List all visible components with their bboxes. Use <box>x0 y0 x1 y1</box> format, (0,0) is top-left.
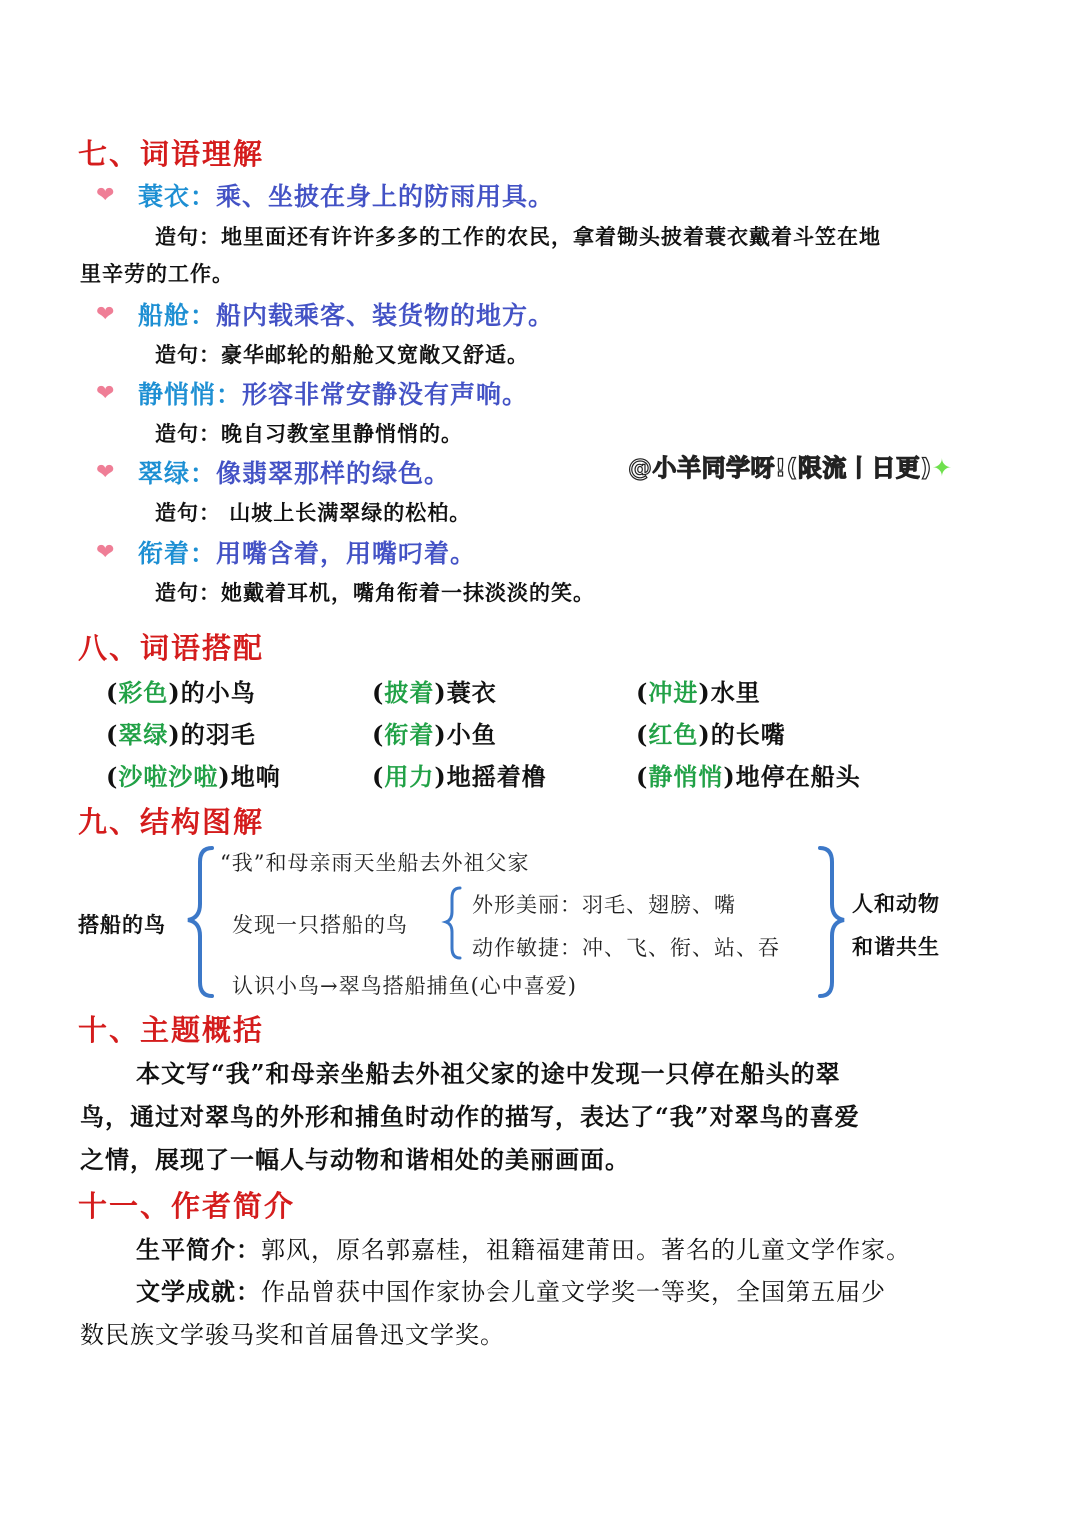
diagram-conclusion: 和谐共生 <box>852 934 940 959</box>
inner-brace <box>446 888 460 958</box>
heart-icon: ❤ <box>96 540 115 565</box>
collocation-item: (冲进)水里 <box>636 678 761 707</box>
collocation-item: (静悄悄)地停在船头 <box>636 762 861 791</box>
author-achievement-text: 作品曾获中国作家协会儿童文学奖一等奖，全国第五届少 <box>261 1278 886 1306</box>
heart-icon: ❤ <box>96 183 115 208</box>
section-7-heading: 七、词语理解 <box>78 137 265 171</box>
diagram-sub-branch: 外形美丽：羽毛、翅膀、嘴 <box>472 893 736 917</box>
section-9-heading: 九、结构图解 <box>78 805 265 839</box>
insert-word: 彩色 <box>118 678 169 707</box>
insert-word: 翠绿 <box>118 720 169 749</box>
example-sentence: 造句：地里面还有许许多多的工作的农民，拿着锄头披着蓑衣戴着斗笠在地 <box>155 224 881 249</box>
author-achievement <box>136 1272 886 1307</box>
example-sentence-continued: 里辛劳的工作。 <box>80 261 234 286</box>
section-11-heading: 十一、作者简介 <box>78 1189 296 1223</box>
collocation-item: (红色)的长嘴 <box>636 720 786 749</box>
example-sentence: 造句： 山坡上长满翠绿的松柏。 <box>155 500 472 525</box>
theme-paragraph-line: 鸟，通过对翠鸟的外形和捕鱼时动作的描写，表达了“我”对翠鸟的喜爱 <box>80 1102 860 1131</box>
right-brace <box>820 848 844 996</box>
diagram-root: 搭船的鸟 <box>78 912 166 937</box>
vocab-definition: 船内载乘客、装货物的地方。 <box>216 301 555 330</box>
author-life-label: 生平简介： <box>136 1235 261 1264</box>
insert-word: 沙啦沙啦 <box>118 762 219 791</box>
diagram-branch: 认识小鸟→翠鸟搭船捕鱼(心中喜爱) <box>232 974 577 998</box>
vocab-word: 静悄悄： <box>138 380 243 409</box>
left-brace <box>188 848 212 996</box>
diagram-branch: 发现一只搭船的鸟 <box>232 913 408 937</box>
insert-word: 披着 <box>384 678 435 707</box>
vocab-word: 翠绿： <box>138 459 217 488</box>
example-sentence: 造句：晚自习教室里静悄悄的。 <box>155 421 463 446</box>
vocab-definition: 乘、坐披在身上的防雨用具。 <box>216 182 555 211</box>
vocab-definition: 形容非常安静没有声响。 <box>242 380 529 409</box>
heart-icon: ❤ <box>96 302 115 327</box>
section-10-heading: 十、主题概括 <box>78 1013 265 1047</box>
author-life <box>136 1230 911 1265</box>
collocation-item: (披着)蓑衣 <box>372 678 497 707</box>
example-sentence: 造句：她戴着耳机，嘴角衔着一抹淡淡的笑。 <box>155 580 595 605</box>
collocation-item: (沙啦沙啦)地响 <box>106 762 281 791</box>
heart-icon: ❤ <box>96 381 115 406</box>
vocab-word: 衔着： <box>138 539 217 568</box>
author-life-text: 郭风，原名郭嘉桂，祖籍福建莆田。著名的儿童文学作家。 <box>261 1236 911 1264</box>
vocab-word: 船舱： <box>138 301 217 330</box>
example-sentence: 造句：豪华邮轮的船舱又宽敞又舒适。 <box>155 342 529 367</box>
diagram-sub-branch: 动作敏捷：冲、飞、衔、站、吞 <box>472 936 780 960</box>
vocab-word: 蓑衣： <box>138 182 217 211</box>
collocation-item: (用力)地摇着橹 <box>372 762 547 791</box>
diagram-conclusion: 人和动物 <box>852 891 940 916</box>
heart-icon: ❤ <box>96 460 115 485</box>
insert-word: 静悄悄 <box>648 762 724 791</box>
collocation-item: (翠绿)的羽毛 <box>106 720 256 749</box>
insert-word: 红色 <box>648 720 699 749</box>
vocab-definition: 用嘴含着，用嘴叼着。 <box>216 539 477 568</box>
theme-paragraph-line: 之情，展现了一幅人与动物和谐相处的美丽画面。 <box>80 1145 630 1174</box>
insert-word: 用力 <box>384 762 435 791</box>
collocation-item: (彩色)的小鸟 <box>106 678 256 707</box>
vocab-definition: 像翡翠那样的绿色。 <box>216 459 451 488</box>
theme-paragraph-line: 本文写“我”和母亲坐船去外祖父家的途中发现一只停在船头的翠 <box>136 1059 841 1088</box>
sparkle-icon: ✦ <box>931 454 952 482</box>
insert-word: 冲进 <box>648 678 699 707</box>
insert-word: 衔着 <box>384 720 435 749</box>
author-achievement-label: 文学成就： <box>136 1277 261 1306</box>
collocation-item: (衔着)小鱼 <box>372 720 497 749</box>
diagram-branch: “我”和母亲雨天坐船去外祖父家 <box>220 851 530 875</box>
watermark-text: @小羊同学呀!(限流丨日更) <box>628 454 932 482</box>
author-achievement-continued: 数民族文学骏马奖和首届鲁迅文学奖。 <box>80 1321 505 1349</box>
section-8-heading: 八、词语搭配 <box>78 631 265 665</box>
